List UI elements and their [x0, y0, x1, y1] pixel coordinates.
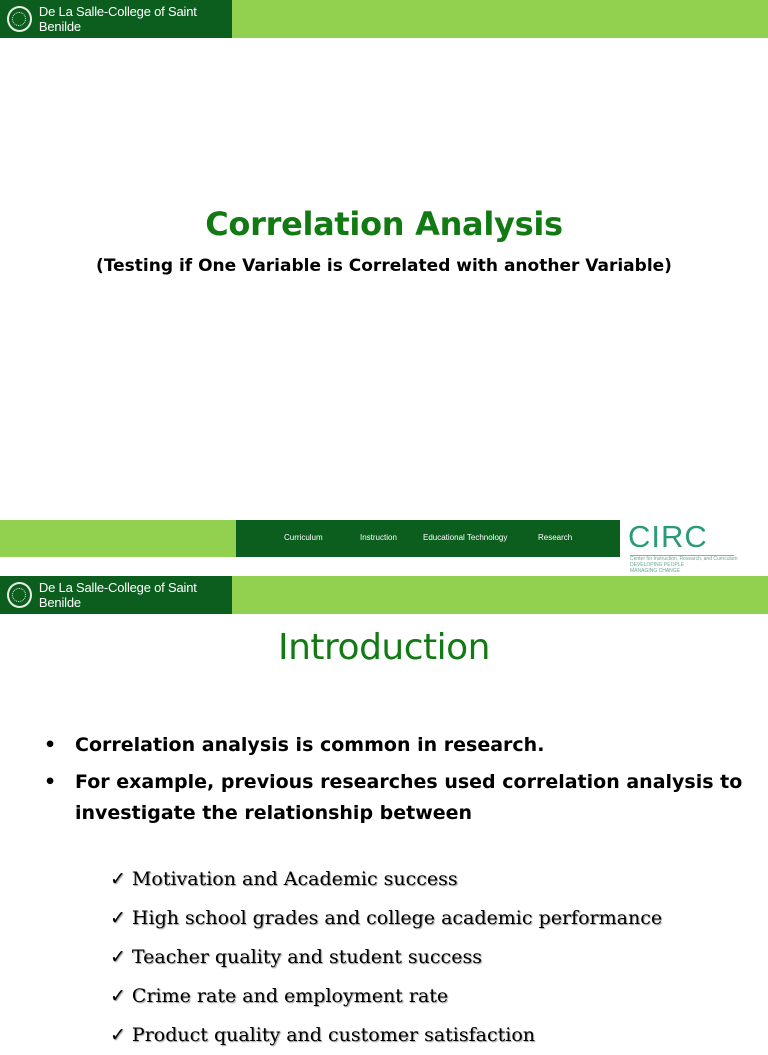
bullet-item: • For example, previous researches used correlation analysis to investigate the relationship between [44, 767, 744, 829]
circ-logo-text: CIRC [628, 519, 708, 554]
bullet-icon: • [44, 771, 57, 793]
slide-subtitle: (Testing if One Variable is Correlated with another Variable) [96, 256, 672, 276]
check-item: ✓ Teacher quality and student success [110, 946, 482, 968]
check-icon: ✓ [110, 1024, 126, 1046]
check-item: ✓ Motivation and Academic success [110, 868, 458, 890]
college-logo [0, 0, 232, 38]
check-item: ✓ High school grades and college academic performance [110, 907, 663, 929]
footer-nav-instruction[interactable]: Instruction [360, 533, 397, 542]
footer-nav [236, 520, 620, 557]
check-icon: ✓ [110, 907, 126, 929]
college-seal-icon [7, 6, 32, 32]
slide-title: Introduction [277, 627, 490, 668]
check-icon: ✓ [110, 946, 126, 968]
footer-nav-educational-technology[interactable]: Educational Technology [423, 533, 508, 542]
circ-logo [628, 519, 738, 574]
check-icon: ✓ [110, 868, 126, 890]
college-name: De La Salle-College of Saint Benilde [38, 580, 197, 610]
check-item: ✓ Product quality and customer satisfaction [110, 1024, 536, 1046]
check-icon: ✓ [110, 985, 126, 1007]
college-logo [0, 576, 232, 614]
college-seal-icon [7, 582, 32, 608]
college-name: De La Salle-College of Saint Benilde [38, 4, 197, 34]
check-item: ✓ Crime rate and employment rate [110, 985, 449, 1007]
bullet-icon: • [44, 734, 57, 756]
bullet-item: • Correlation analysis is common in research. [44, 730, 744, 761]
circ-logo-tagline: Center for Instruction, Research, and Curriculum DEVELOPING PEOPLE MANAGING CHANGE [630, 556, 738, 574]
bullet-list [44, 730, 744, 835]
introduction-slide [0, 576, 768, 1046]
footer-nav-curriculum[interactable]: Curriculum [284, 533, 323, 542]
slide-title: Correlation Analysis [205, 205, 563, 243]
check-list [110, 860, 760, 1055]
footer-nav-research[interactable]: Research [538, 533, 573, 542]
